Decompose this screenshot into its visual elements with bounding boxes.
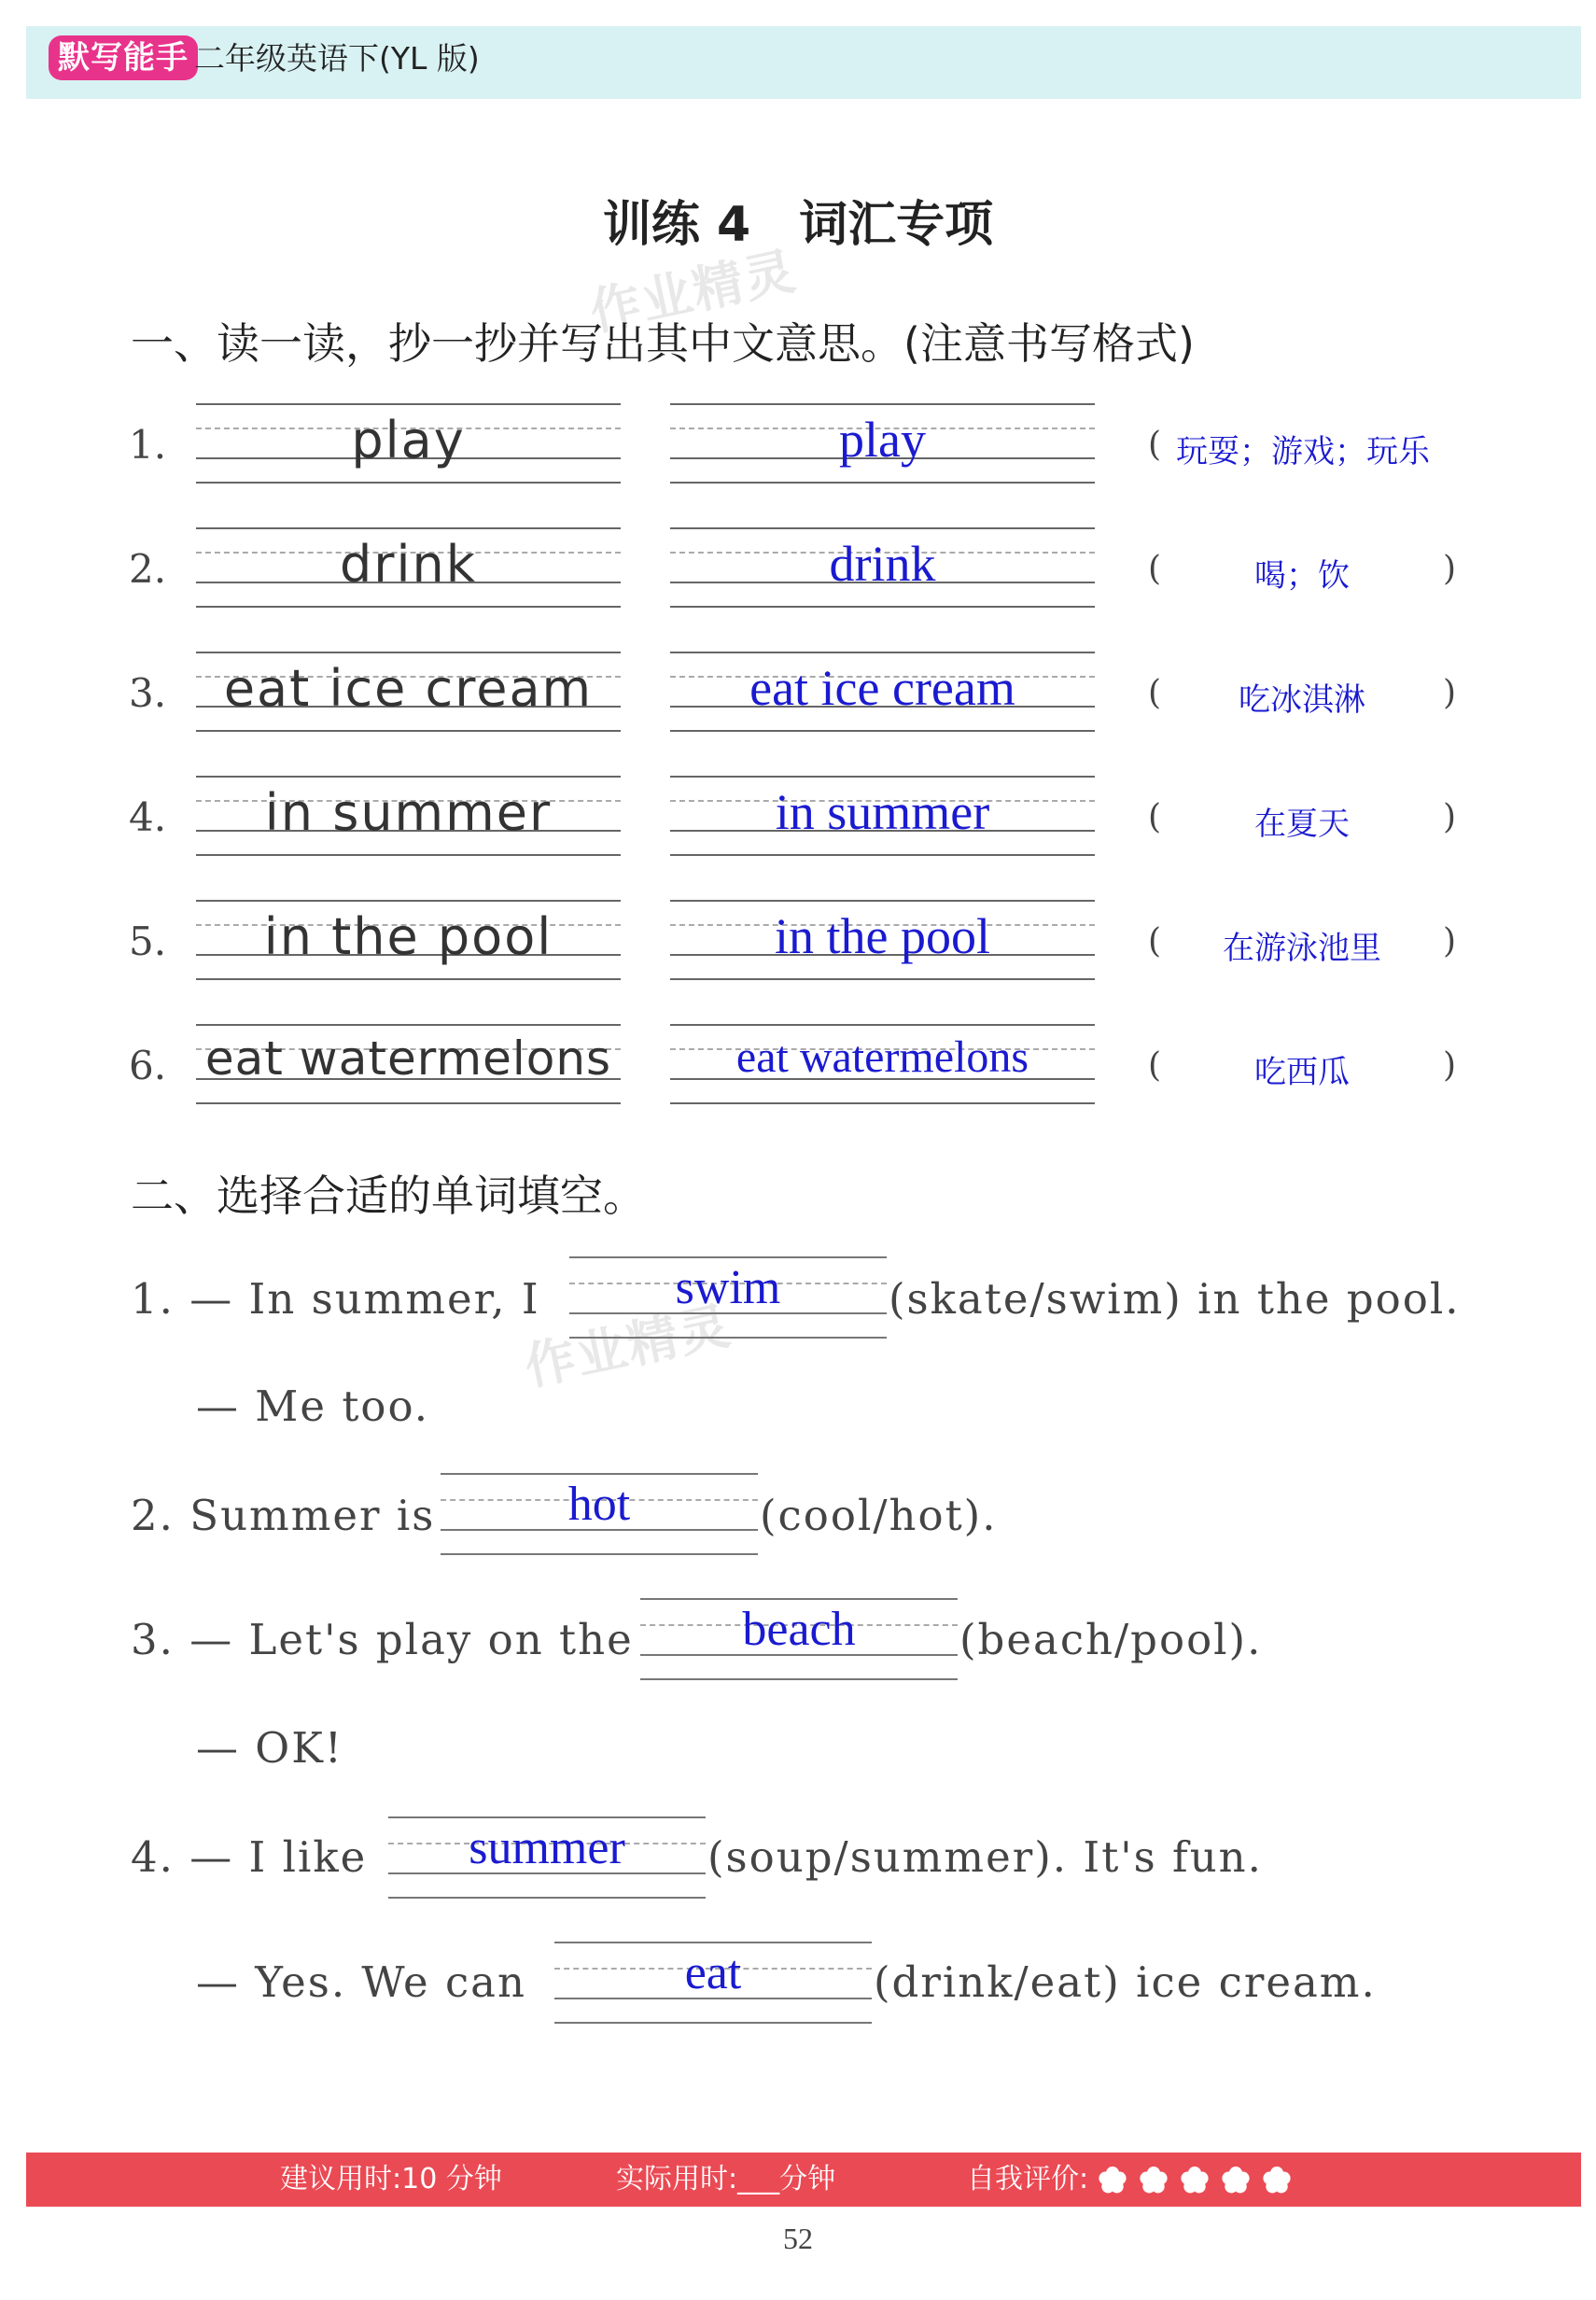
- printed-guide: [196, 648, 621, 737]
- watermark: 作业精灵: [519, 1296, 736, 1397]
- printed-phrase: eat watermelons: [204, 1031, 612, 1086]
- sentence-before: 4. — I like: [131, 1832, 368, 1882]
- copy-answer: in the pool: [775, 908, 990, 964]
- copy-guide[interactable]: [670, 772, 1095, 862]
- copy-guide[interactable]: [670, 1020, 1095, 1110]
- answer-blank[interactable]: [569, 1256, 887, 1340]
- printed-guide: [196, 524, 621, 613]
- sentence-before: — Yes. We can: [196, 1957, 526, 2007]
- sentence-after: (cool/hot).: [760, 1491, 998, 1540]
- sentence-before: 3. — Let's play on the: [131, 1615, 634, 1664]
- page-title: 训练 4 词汇专项: [602, 197, 994, 253]
- row-number: 2.: [129, 546, 167, 592]
- meaning-answer: 玩耍；游戏；玩乐: [1176, 433, 1430, 470]
- section1-heading: 一、读一读，抄一抄并写出其中文意思。(注意书写格式): [131, 318, 1195, 369]
- open-paren: (: [1148, 1046, 1162, 1085]
- page-number: 52: [783, 2222, 813, 2255]
- sentence-after: (soup/summer). It's fun.: [707, 1832, 1263, 1882]
- printed-guide: [196, 772, 621, 862]
- answer-blank[interactable]: [640, 1598, 958, 1682]
- suggested-time: 建议用时:10 分钟: [280, 2163, 502, 2195]
- copy-guide[interactable]: [670, 896, 1095, 986]
- printed-phrase: in the pool: [263, 907, 553, 966]
- rating-flower-icon[interactable]: [1260, 2164, 1294, 2197]
- blank-answer: eat: [684, 1946, 742, 1999]
- copy-answer: drink: [829, 536, 936, 592]
- row-number: 1.: [129, 422, 167, 468]
- rating-stars[interactable]: [1088, 2163, 1294, 2195]
- printed-guide: [196, 400, 621, 489]
- sentence-before: 1. — In summer, I: [131, 1274, 540, 1324]
- copy-guide[interactable]: [670, 400, 1095, 489]
- answer-blank[interactable]: [388, 1816, 706, 1900]
- blank-answer: hot: [567, 1478, 631, 1531]
- blank-answer: summer: [469, 1821, 625, 1874]
- copy-guide[interactable]: [670, 524, 1095, 613]
- sentence-after: (skate/swim) in the pool.: [889, 1274, 1461, 1324]
- row-number: 4.: [129, 794, 167, 840]
- row-number: 5.: [129, 919, 167, 964]
- close-paren: ): [1442, 1046, 1456, 1085]
- book-title: 二年级英语下(YL 版): [194, 40, 480, 77]
- open-paren: (: [1148, 674, 1162, 712]
- meaning-answer: 喝；饮: [1254, 557, 1350, 595]
- close-paren: ): [1442, 922, 1456, 961]
- copy-row: [0, 648, 1596, 750]
- open-paren: (: [1148, 922, 1162, 961]
- close-paren: ): [1442, 550, 1456, 588]
- copy-answer: play: [839, 412, 926, 468]
- rating-flower-icon[interactable]: [1178, 2164, 1211, 2197]
- printed-phrase: eat ice cream: [223, 659, 594, 718]
- printed-guide: [196, 896, 621, 986]
- actual-time: 实际用时:___分钟: [616, 2163, 836, 2195]
- copy-answer: eat ice cream: [749, 660, 1015, 716]
- printed-phrase: play: [351, 411, 466, 470]
- copy-row: [0, 896, 1596, 999]
- rating-flower-icon[interactable]: [1137, 2164, 1170, 2197]
- copy-row: [0, 772, 1596, 875]
- section2-heading: 二、选择合适的单词填空。: [131, 1171, 646, 1221]
- open-paren: (: [1148, 426, 1162, 464]
- printed-phrase: in summer: [264, 783, 553, 842]
- meaning-answer: 在游泳池里: [1223, 930, 1381, 967]
- book-logo: 默写能手: [49, 35, 198, 80]
- watermark: 作业精灵: [584, 241, 802, 343]
- copy-answer: in summer: [775, 784, 990, 840]
- sentence-reply: — OK!: [196, 1723, 343, 1773]
- self-evaluation: [967, 2160, 1294, 2199]
- self-eval-label: 自我评价:: [967, 2163, 1089, 2195]
- answer-blank[interactable]: [441, 1473, 758, 1557]
- meaning-answer: 吃冰淇淋: [1239, 681, 1365, 719]
- answer-blank[interactable]: [554, 1942, 872, 2026]
- copy-answer: eat watermelons: [735, 1032, 1029, 1082]
- rating-flower-icon[interactable]: [1219, 2164, 1253, 2197]
- open-paren: (: [1148, 798, 1162, 836]
- sentence-before: 2. Summer is: [131, 1491, 436, 1540]
- copy-row: [0, 1020, 1596, 1123]
- sentence-after: (drink/eat) ice cream.: [874, 1957, 1377, 2007]
- meaning-answer: 在夏天: [1254, 806, 1350, 843]
- blank-answer: beach: [742, 1603, 856, 1656]
- copy-guide[interactable]: [670, 648, 1095, 737]
- copy-row: [0, 400, 1596, 502]
- rating-flower-icon[interactable]: [1096, 2164, 1129, 2197]
- open-paren: (: [1148, 550, 1162, 588]
- sentence-reply: — Me too.: [196, 1381, 430, 1431]
- close-paren: ): [1442, 798, 1456, 836]
- row-number: 6.: [129, 1043, 167, 1088]
- meaning-answer: 吃西瓜: [1254, 1054, 1350, 1091]
- close-paren: ): [1442, 674, 1456, 712]
- copy-row: [0, 524, 1596, 626]
- sentence-after: (beach/pool).: [959, 1615, 1263, 1664]
- row-number: 3.: [129, 670, 167, 716]
- blank-answer: swim: [675, 1261, 781, 1314]
- printed-guide: [196, 1020, 621, 1110]
- printed-phrase: drink: [340, 535, 477, 594]
